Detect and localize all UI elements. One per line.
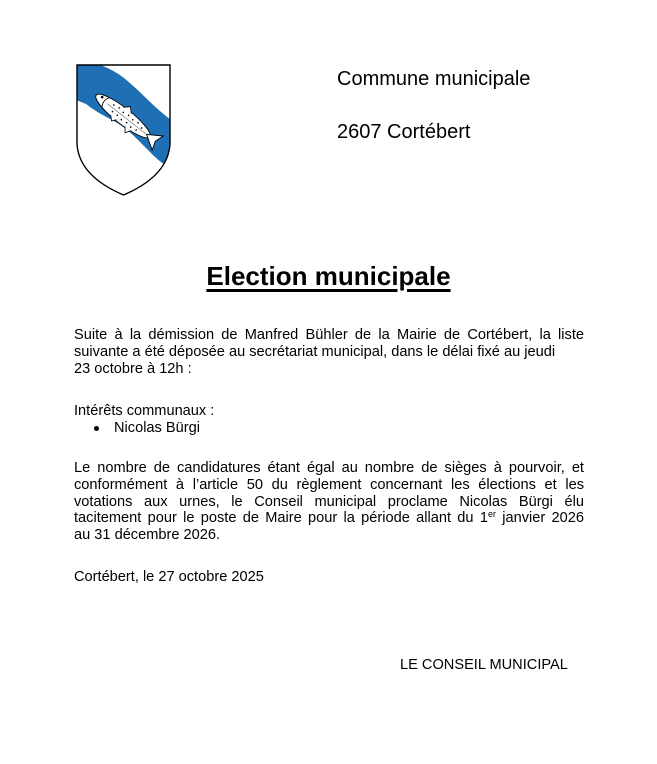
ordinal-suffix: er: [487, 509, 496, 520]
candidate-name: Nicolas Bürgi: [114, 419, 200, 436]
list-item: [74, 420, 584, 437]
decision-text: janvier 2026: [495, 510, 584, 527]
decision-paragraph: [74, 460, 584, 544]
coat-of-arms-trout-icon: [76, 64, 171, 196]
intro-deadline: 23 octobre à 12h :: [74, 360, 192, 377]
decision-line: [74, 510, 584, 527]
document-title: [0, 260, 657, 292]
intro-text: Suite à la démission de Manfred Bühler de la Mairie de Cortébert, la liste suivante a été déposée au secrétariat municipal, dans le délai fixé au jeudi: [74, 327, 584, 360]
bullet-icon: [94, 426, 99, 431]
signature: LE CONSEIL MUNICIPAL: [400, 657, 568, 673]
decision-text: tacitement pour le poste de Maire pour la période allant du 1: [74, 510, 488, 527]
decision-line: votations aux urnes, le Conseil municipal proclame Nicolas Bürgi élu: [74, 493, 584, 510]
commune-label: Commune municipale: [337, 68, 531, 90]
commune-address: 2607 Cortébert: [337, 121, 471, 143]
decision-line: conformément à l’article 50 du règlement concernant les élections et les: [74, 476, 584, 493]
decision-line: Le nombre de candidatures étant égal au nombre de sièges à pourvoir, et: [74, 460, 584, 476]
candidate-list-section: [74, 403, 584, 437]
intro-paragraph: [74, 327, 584, 377]
place-date: Cortébert, le 27 octobre 2025: [74, 569, 264, 585]
candidate-list: [74, 420, 584, 437]
list-heading: Intérêts communaux :: [74, 403, 215, 419]
decision-line: au 31 décembre 2026.: [74, 527, 221, 544]
document-title-text: Election municipale: [206, 261, 451, 291]
